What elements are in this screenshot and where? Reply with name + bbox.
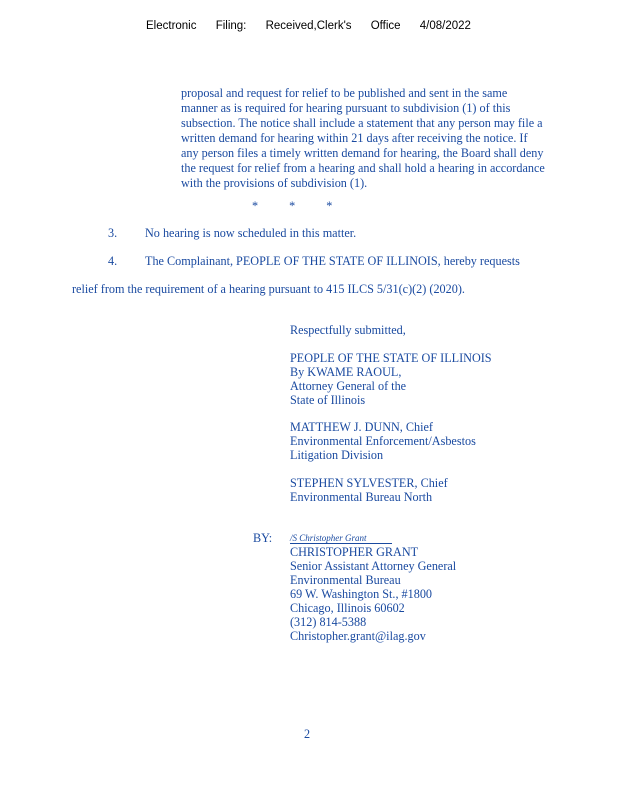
paragraph-number: 3. <box>108 226 118 240</box>
quote-line: written demand for hearing within 21 days after receiving the notice. If <box>181 131 528 145</box>
star: * <box>252 199 259 213</box>
quote-line: manner as is required for hearing pursuant to subdivision (1) of this <box>181 101 511 115</box>
sylvester-block <box>290 476 448 504</box>
ellipsis-stars <box>252 199 360 214</box>
people-line: PEOPLE OF THE STATE OF ILLINOIS <box>290 351 492 365</box>
people-line: Attorney General of the <box>290 379 407 393</box>
header-date: 4/08/2022 <box>419 20 471 32</box>
header-office: Office <box>370 20 401 32</box>
grant-line: Christopher.grant@ilag.gov <box>290 629 426 643</box>
people-line: State of Illinois <box>290 393 366 407</box>
grant-block <box>290 545 456 643</box>
grant-line: Senior Assistant Attorney General <box>290 559 457 573</box>
grant-line: Environmental Bureau <box>290 573 401 587</box>
signature: /S Christopher Grant <box>290 531 392 544</box>
closing: Respectfully submitted, <box>290 323 406 337</box>
paragraph-text: The Complainant, PEOPLE OF THE STATE OF ILLINOIS, hereby requests <box>145 254 520 268</box>
people-block <box>290 351 492 407</box>
header-filing: Filing: <box>215 20 247 32</box>
quote-line: with the provisions of subdivision (1). <box>181 176 368 190</box>
star: * <box>289 199 296 213</box>
grant-line: CHRISTOPHER GRANT <box>290 545 419 559</box>
paragraph-text: No hearing is now scheduled in this matter. <box>145 226 357 240</box>
sylvester-line: STEPHEN SYLVESTER, Chief <box>290 476 448 490</box>
people-line: By KWAME RAOUL, <box>290 365 402 379</box>
header-received: Received,Clerk's <box>265 20 352 32</box>
quote-line: the request for relief from a hearing and shall hold a hearing in accordance <box>181 161 545 175</box>
grant-line: 69 W. Washington St., #1800 <box>290 587 433 601</box>
header-electronic: Electronic <box>146 20 197 32</box>
sylvester-line: Environmental Bureau North <box>290 490 433 504</box>
block-quote <box>181 86 601 191</box>
page-number: 2 <box>304 727 311 741</box>
paragraph-4-continuation: relief from the requirement of a hearing pursuant to 415 ILCS 5/31(c)(2) (2020). <box>72 282 465 296</box>
signature-line <box>290 530 392 545</box>
by-label: BY: <box>253 531 273 545</box>
quote-line: any person files a timely written demand for hearing, the Board shall deny <box>181 146 544 160</box>
star: * <box>326 199 333 213</box>
paragraph-number: 4. <box>108 254 118 268</box>
dunn-block <box>290 420 476 462</box>
quote-line: proposal and request for relief to be published and sent in the same <box>181 86 508 100</box>
grant-line: Chicago, Illinois 60602 <box>290 601 405 615</box>
dunn-line: Environmental Enforcement/Asbestos <box>290 434 476 448</box>
filing-header <box>146 20 487 32</box>
grant-line: (312) 814-5388 <box>290 615 367 629</box>
quote-line: subsection. The notice shall include a statement that any person may file a <box>181 116 543 130</box>
dunn-line: MATTHEW J. DUNN, Chief <box>290 420 433 434</box>
dunn-line: Litigation Division <box>290 448 384 462</box>
